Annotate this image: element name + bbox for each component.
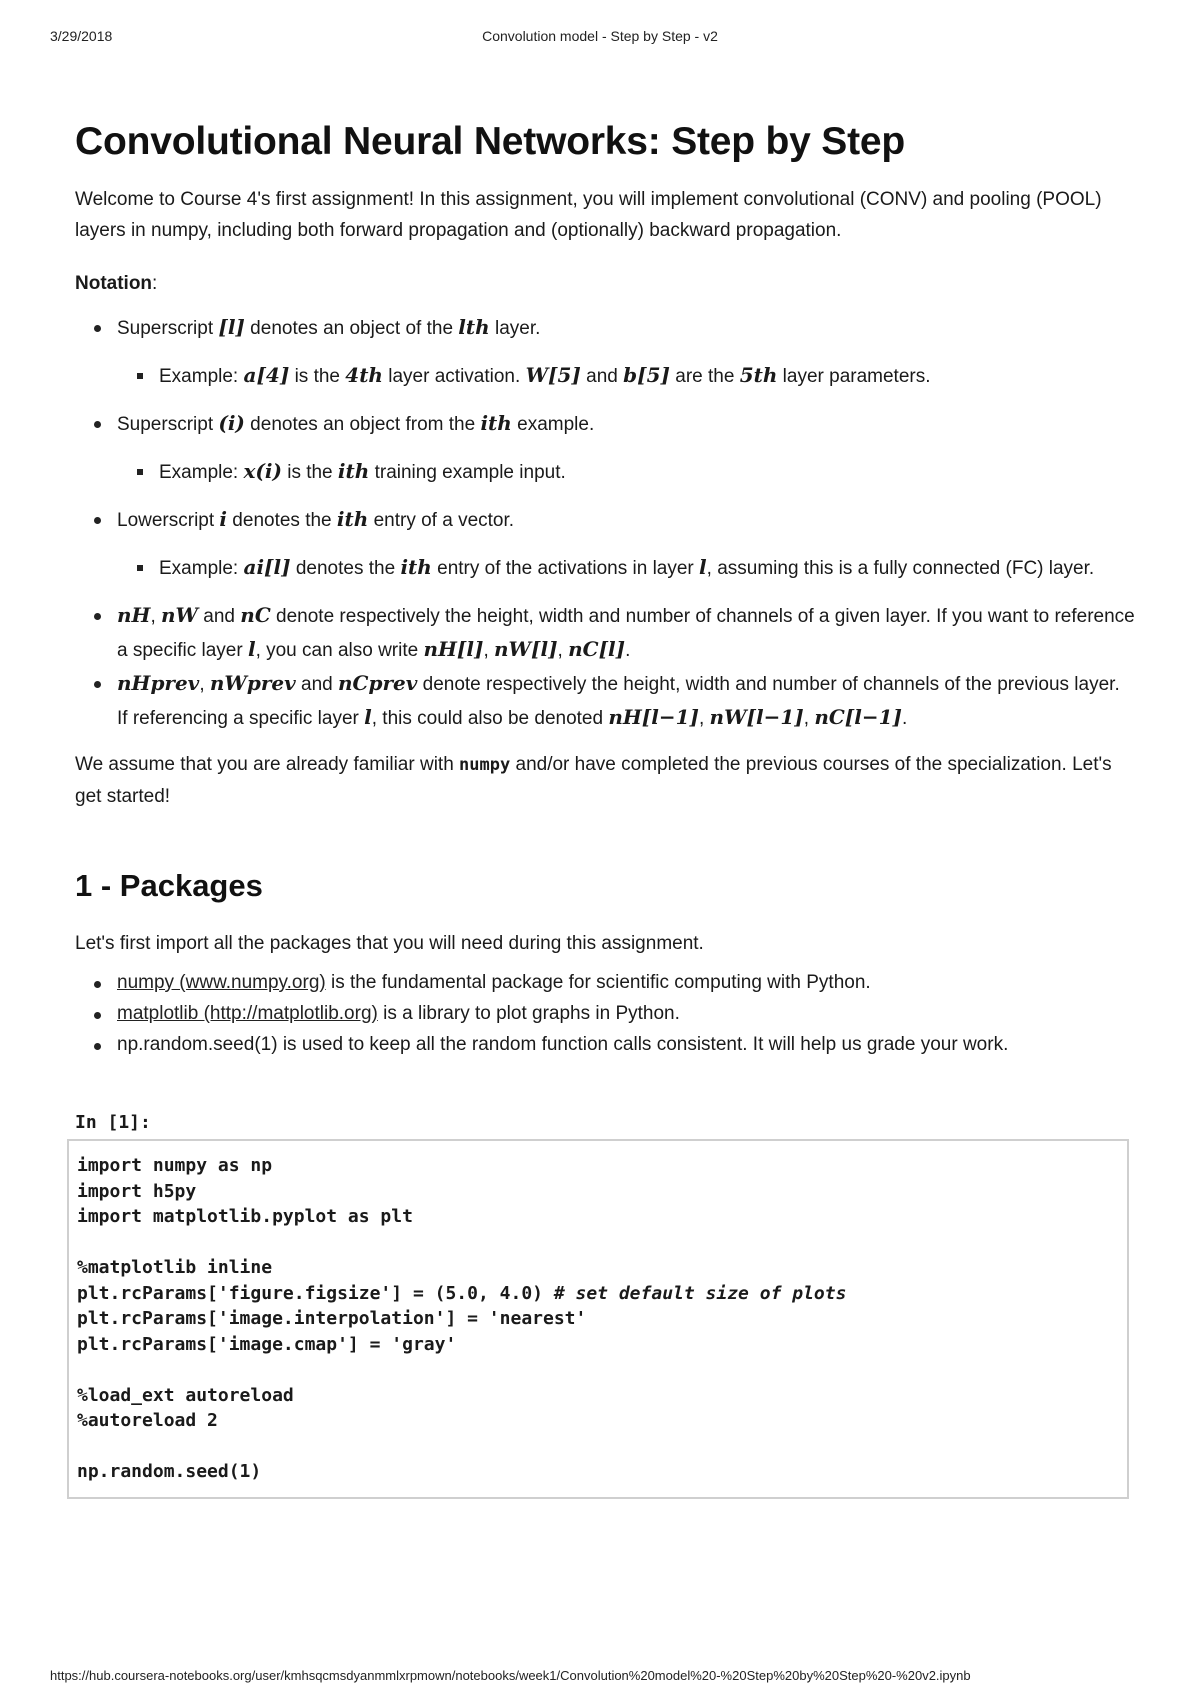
code-line xyxy=(77,1357,1119,1383)
code-line: plt.rcParams['figure.figsize'] = (5.0, 4.0) # set default size of plots xyxy=(77,1282,847,1304)
code-line: np.random.seed(1) xyxy=(77,1461,262,1482)
code-line xyxy=(77,1434,1119,1460)
assume-paragraph: We assume that you are already familiar with numpy and/or have completed the previous courses of the specialization. Let's get started! xyxy=(75,754,1112,807)
package-item: numpy (www.numpy.org) is the fundamental package for scientific computing with Python. xyxy=(117,967,1135,998)
code-line: %matplotlib inline xyxy=(77,1257,273,1278)
code-line: plt.rcParams['image.cmap'] = 'gray' xyxy=(77,1333,457,1355)
code-comment: # set default size of plots xyxy=(553,1282,847,1304)
notation-item: Superscript (i) denotes an object from the ith example. Example: x(i) is the ith training example input. xyxy=(117,407,1135,489)
notebook-content xyxy=(75,120,1135,1499)
code-line: plt.rcParams['image.interpolation'] = 'nearest' xyxy=(77,1308,587,1329)
code-line: import numpy as np xyxy=(77,1155,273,1176)
code-line: import matplotlib.pyplot as plt xyxy=(77,1206,413,1227)
package-item: np.random.seed(1) is used to keep all the random function calls consistent. It will help us grade your work. xyxy=(117,1029,1135,1060)
notation-sublist xyxy=(117,455,1135,489)
notation-list xyxy=(75,311,1135,735)
code-line xyxy=(77,1230,1119,1256)
code-line: import h5py xyxy=(77,1180,197,1202)
notation-item: Superscript [l] denotes an object of the lth layer. Example: a[4] is the 4th layer activation. W[5] and b[5] are the 5th layer parameters. xyxy=(117,311,1135,393)
numpy-code: numpy xyxy=(459,755,511,775)
intro-paragraph: Welcome to Course 4's first assignment! In this assignment, you will implement convolutional (CONV) and pooling (POOL) layers in numpy, including both forward propagation and (optionally) backward propagation. xyxy=(75,189,1102,241)
package-item: matplotlib (http://matplotlib.org) is a library to plot graphs in Python. xyxy=(117,998,1135,1029)
print-title: Convolution model - Step by Step - v2 xyxy=(482,28,718,44)
cell-prompt: In [1]: xyxy=(75,1112,151,1133)
notation-item: nHprev, nWprev and nCprev denote respectively the height, width and number of channels of the previous layer. If referencing a specific layer l, this could also be denoted nH[l−1], nW[l−1], nC[l−1]. xyxy=(117,667,1135,735)
notation-label: Notation xyxy=(75,273,153,294)
matplotlib-link[interactable]: matplotlib (http://matplotlib.org) xyxy=(117,1003,378,1024)
packages-heading: 1 - Packages xyxy=(75,868,263,903)
notation-example: Example: ai[l] denotes the ith entry of the activations in layer l, assuming this is a fully connected (FC) layer. xyxy=(159,551,1135,585)
notation-item: Lowerscript i denotes the ith entry of a vector. Example: ai[l] denotes the ith entry of the activations in layer l, assuming this is a fully connected (FC) layer. xyxy=(117,503,1135,585)
notation-item: nH, nW and nC denote respectively the height, width and number of channels of a given layer. If you want to reference a specific layer l, you can also write nH[l], nW[l], nC[l]. xyxy=(117,599,1135,667)
print-date: 3/29/2018 xyxy=(50,28,113,44)
notation-example: Example: x(i) is the ith training example input. xyxy=(159,455,1135,489)
code-line: %autoreload 2 xyxy=(77,1410,218,1431)
page-title: Convolutional Neural Networks: Step by Step xyxy=(75,120,906,163)
code-line: %load_ext autoreload xyxy=(77,1384,294,1406)
footer-url: https://hub.coursera-notebooks.org/user/kmhsqcmsdyanmmlxrpmown/notebooks/week1/Convolution%20model%20-%20Step%20by%20Step%20-%20v2.ipynb xyxy=(50,1668,971,1683)
notation-sublist xyxy=(117,551,1135,585)
notation-sublist xyxy=(117,359,1135,393)
notation-line xyxy=(75,268,1135,299)
notation-example: Example: a[4] is the 4th layer activation. W[5] and b[5] are the 5th layer parameters. xyxy=(159,359,1135,393)
numpy-link[interactable]: numpy (www.numpy.org) xyxy=(117,972,326,993)
notation-colon: : xyxy=(152,273,158,294)
code-cell[interactable] xyxy=(67,1139,1129,1499)
packages-intro: Let's first import all the packages that you will need during this assignment. xyxy=(75,933,704,954)
packages-list xyxy=(75,967,1135,1060)
